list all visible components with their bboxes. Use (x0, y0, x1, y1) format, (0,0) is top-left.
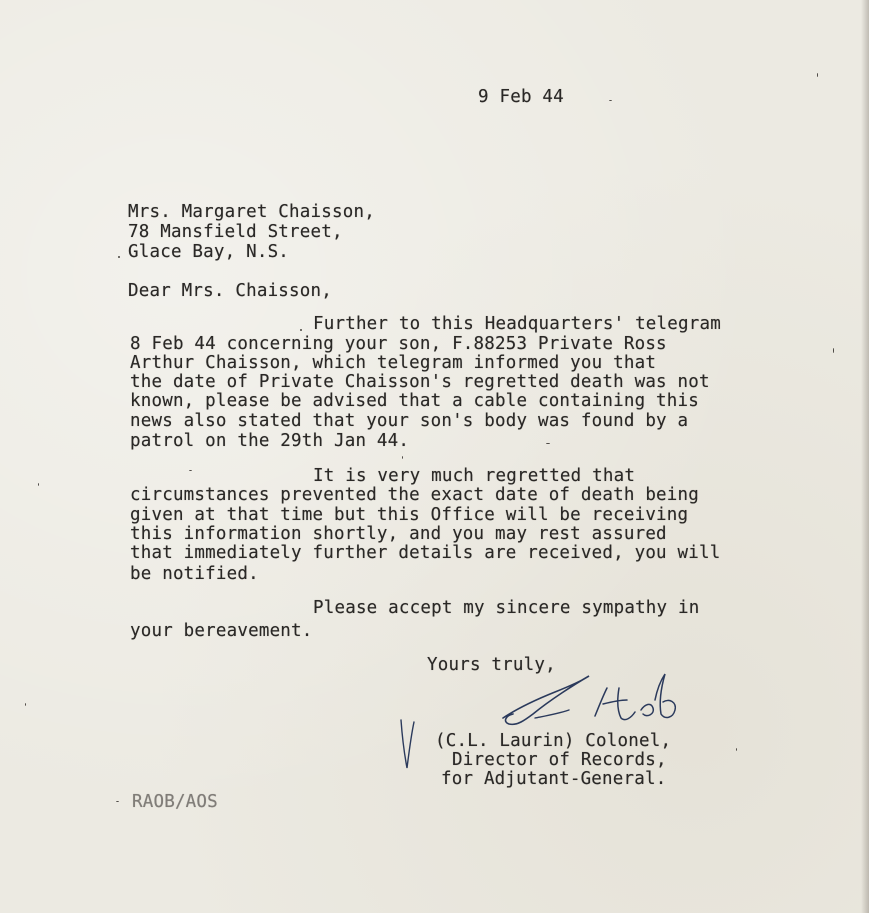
recipient-street: 78 Mansfield Street, (128, 222, 343, 242)
ink-speck (116, 801, 119, 802)
ink-speck (300, 329, 302, 331)
signatory-for-line: for Adjutant-General. (441, 769, 667, 789)
recipient-name: Mrs. Margaret Chaisson, (128, 202, 375, 222)
reference-code: RAOB/AOS (132, 792, 218, 812)
ink-speck (609, 100, 612, 101)
ink-speck (38, 483, 39, 486)
paragraph-2-line-2: circumstances prevented the exact date of death being (130, 485, 700, 505)
paragraph-2-line-4: this information shortly, and you may rest assured (130, 524, 667, 544)
recipient-city: Glace Bay, N.S. (128, 242, 290, 262)
ink-speck (546, 443, 550, 444)
signatory-name-rank: (C.L. Laurin) Colonel, (435, 731, 672, 751)
paragraph-3-line-1: Please accept my sincere sympathy in (313, 598, 700, 618)
paragraph-1-line-5: known, please be advised that a cable containing this (130, 391, 700, 411)
ink-speck (736, 748, 737, 751)
ink-speck (833, 348, 834, 353)
ink-speck (402, 456, 403, 459)
paragraph-1-line-6: news also stated that your son's body was found by a (130, 411, 689, 431)
paragraph-2-line-3: given at that time but this Office will be receiving (130, 505, 689, 525)
paragraph-1-line-2: 8 Feb 44 concerning your son, F.88253 Private Ross (130, 334, 667, 354)
paragraph-2-line-1: It is very much regretted that (313, 466, 636, 486)
ink-speck (118, 256, 120, 258)
page-edge-shadow (861, 0, 869, 913)
ink-speck (189, 470, 192, 471)
paragraph-1-line-1: Further to this Headquarters' telegram (313, 314, 721, 334)
ink-speck (817, 73, 818, 77)
paragraph-3-line-2: your bereavement. (130, 621, 313, 641)
paragraph-2-line-5: that immediately further details are received, you will (130, 543, 721, 563)
paragraph-1-line-7: patrol on the 29th Jan 44. (130, 431, 410, 451)
paragraph-1-line-3: Arthur Chaisson, which telegram informed you that (130, 353, 657, 373)
paragraph-1-line-4: the date of Private Chaisson's regretted death was not (130, 372, 710, 392)
letter-date: 9 Feb 44 (478, 87, 564, 107)
closing: Yours truly, (427, 655, 556, 675)
ink-speck (25, 703, 26, 706)
salutation: Dear Mrs. Chaisson, (128, 281, 332, 301)
check-mark-icon (398, 712, 416, 772)
signature-icon (495, 670, 680, 732)
signatory-title: Director of Records, (452, 750, 667, 770)
paragraph-2-line-6: be notified. (130, 564, 259, 584)
